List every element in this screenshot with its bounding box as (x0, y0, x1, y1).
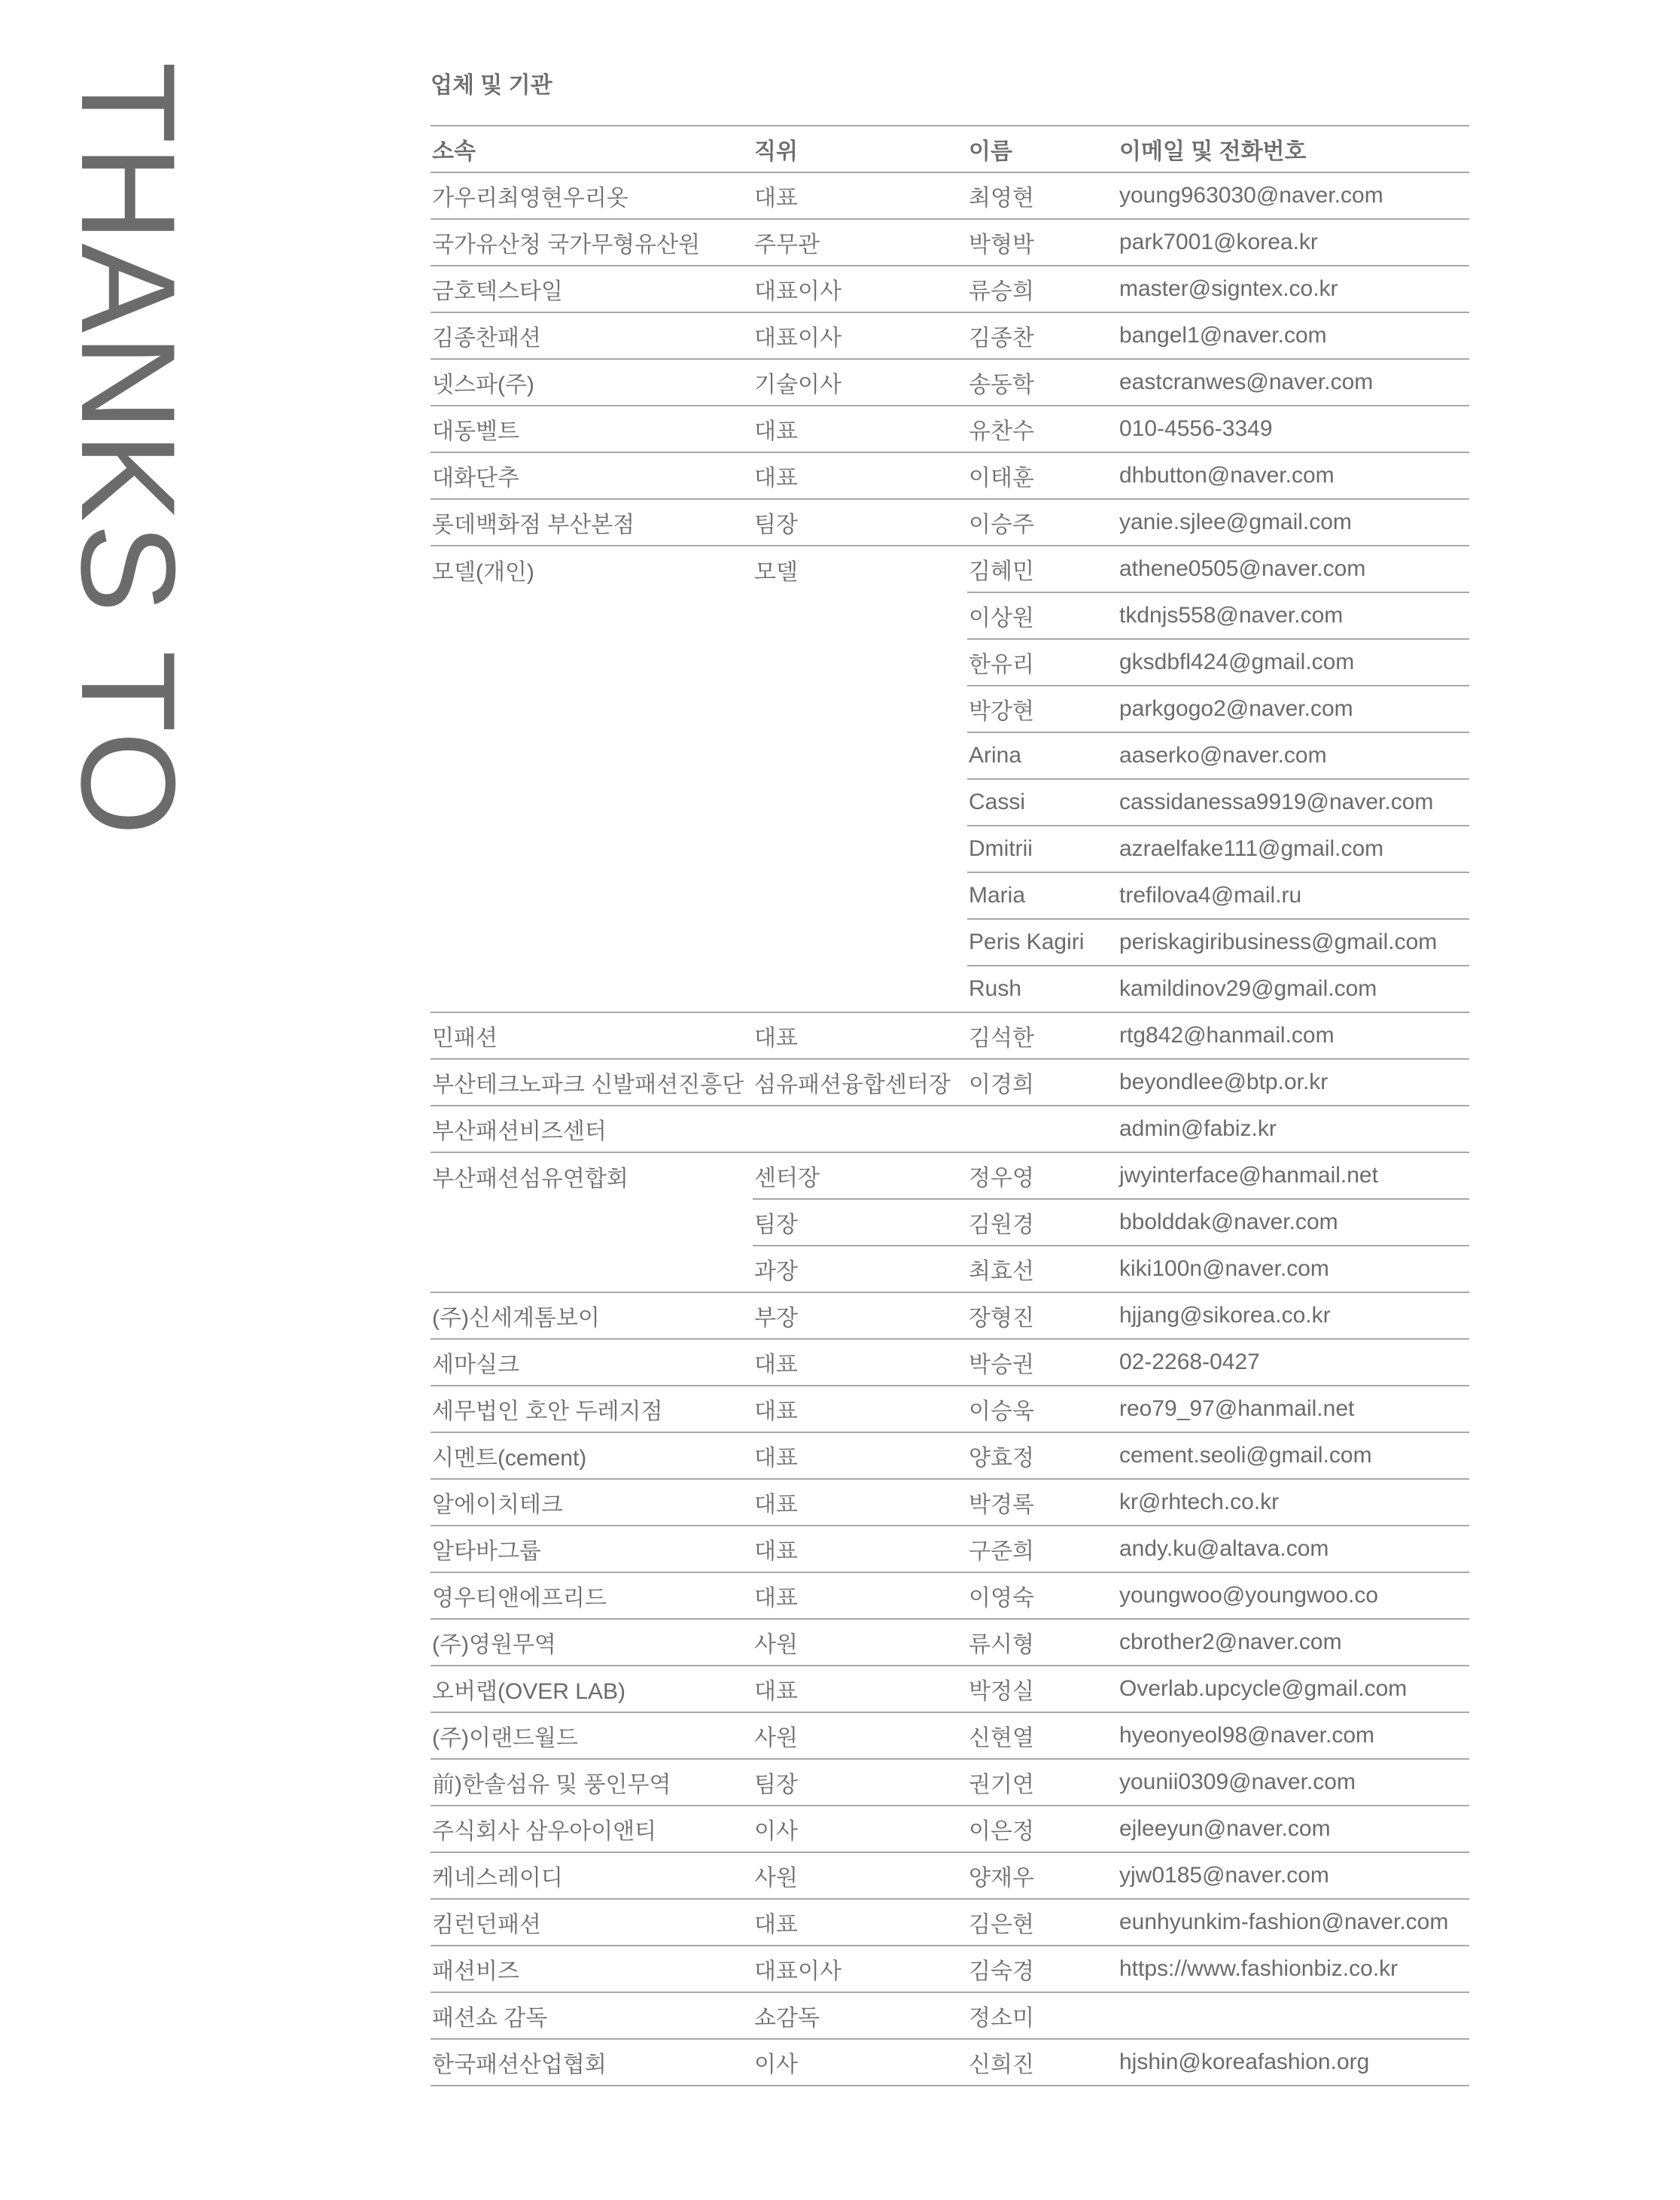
table-header-row (431, 126, 1469, 172)
cell-affiliation: 넷스파(주) (431, 359, 753, 406)
cell-name: Dmitrii (967, 826, 1118, 872)
cell-contact: dhbutton@naver.com (1118, 452, 1469, 499)
table-row (431, 312, 1469, 359)
table-row (431, 1666, 1469, 1712)
cell-name: 양효정 (967, 1432, 1118, 1479)
cell-contact: reo79_97@hanmail.net (1118, 1386, 1469, 1432)
cell-name: Maria (967, 872, 1118, 919)
cell-contact: aaserko@naver.com (1118, 732, 1469, 779)
cell-name: 구준희 (967, 1526, 1118, 1572)
cell-name: 박정실 (967, 1666, 1118, 1712)
cell-affiliation (431, 872, 753, 919)
cell-affiliation (431, 919, 753, 966)
cell-position: 팀장 (753, 1759, 967, 1806)
cell-affiliation: 주식회사 삼우아이앤티 (431, 1806, 753, 1852)
cell-position (753, 966, 967, 1012)
table-row (431, 639, 1469, 686)
cell-position: 이사 (753, 2039, 967, 2086)
cell-position (753, 639, 967, 686)
cell-name: 정소미 (967, 1992, 1118, 2039)
cell-name: Rush (967, 966, 1118, 1012)
cell-position (753, 826, 967, 872)
cell-affiliation: 국가유산청 국가무형유산원 (431, 219, 753, 266)
cell-contact: young963030@naver.com (1118, 172, 1469, 219)
cell-position: 대표 (753, 1666, 967, 1712)
cell-contact: eunhyunkim-fashion@naver.com (1118, 1899, 1469, 1946)
cell-contact: master@signtex.co.kr (1118, 266, 1469, 312)
table-row (431, 266, 1469, 312)
cell-position: 쇼감독 (753, 1992, 967, 2039)
cell-contact: beyondlee@btp.or.kr (1118, 1059, 1469, 1106)
contact-table (431, 125, 1469, 2086)
table-row (431, 1572, 1469, 1619)
cell-affiliation: (주)영원무역 (431, 1619, 753, 1666)
cell-position: 이사 (753, 1806, 967, 1852)
table-row (431, 1759, 1469, 1806)
cell-position (753, 592, 967, 639)
table-row (431, 1012, 1469, 1059)
cell-name: 류승희 (967, 266, 1118, 312)
cell-affiliation: 모델(개인) (432, 559, 534, 585)
cell-name: 박형박 (967, 219, 1118, 266)
cell-contact: youngwoo@youngwoo.co (1118, 1572, 1469, 1619)
cell-position: 사원 (753, 1852, 967, 1899)
cell-affiliation: 알타바그룹 (431, 1526, 753, 1572)
cell-name (967, 1106, 1118, 1152)
table-row (431, 1152, 1469, 1199)
cell-contact: hjjang@sikorea.co.kr (1118, 1292, 1469, 1339)
cell-name: 권기연 (967, 1759, 1118, 1806)
cell-name: 양재우 (967, 1852, 1118, 1899)
cell-name: 이영숙 (967, 1572, 1118, 1619)
cell-name: 최효선 (967, 1246, 1118, 1292)
cell-affiliation: 한국패션산업협회 (431, 2039, 753, 2086)
table-row (431, 1852, 1469, 1899)
table-row (431, 1339, 1469, 1386)
table-row (431, 219, 1469, 266)
table-row (431, 1619, 1469, 1666)
table-row (431, 872, 1469, 919)
cell-position: 주무관 (753, 219, 967, 266)
cell-contact: younii0309@naver.com (1118, 1759, 1469, 1806)
table-row (431, 1899, 1469, 1946)
header-name: 이름 (969, 139, 1012, 164)
cell-name: 김은현 (967, 1899, 1118, 1946)
cell-affiliation: 패션쇼 감독 (431, 1992, 753, 2039)
cell-contact: yjw0185@naver.com (1118, 1852, 1469, 1899)
table-row (431, 359, 1469, 406)
cell-contact: tkdnjs558@naver.com (1118, 592, 1469, 639)
cell-affiliation: 알에이치테크 (431, 1479, 753, 1526)
cell-affiliation: 부산테크노파크 신발패션진흥단 (431, 1059, 753, 1106)
cell-position: 대표이사 (753, 312, 967, 359)
cell-position (753, 686, 967, 732)
cell-contact: cbrother2@naver.com (1118, 1619, 1469, 1666)
cell-position: 대표 (753, 1339, 967, 1386)
cell-name: 류시형 (967, 1619, 1118, 1666)
cell-name: Peris Kagiri (967, 919, 1118, 966)
cell-name: 이승욱 (967, 1386, 1118, 1432)
cell-affiliation (431, 732, 753, 779)
cell-position: 섬유패션융합센터장 (753, 1059, 967, 1106)
cell-name: 이은정 (967, 1806, 1118, 1852)
table-row (431, 2039, 1469, 2086)
table-row (431, 1106, 1469, 1152)
cell-affiliation: 김종찬패션 (431, 312, 753, 359)
cell-name: 한유리 (967, 639, 1118, 686)
cell-affiliation (431, 592, 753, 639)
cell-affiliation: 대화단추 (431, 452, 753, 499)
cell-name: 이경희 (967, 1059, 1118, 1106)
cell-name: 신희진 (967, 2039, 1118, 2086)
cell-affiliation (431, 686, 753, 732)
cell-contact: jwyinterface@hanmail.net (1118, 1152, 1469, 1199)
cell-position: 대표이사 (753, 266, 967, 312)
cell-contact: 02-2268-0427 (1118, 1339, 1469, 1386)
cell-affiliation: 케네스레이디 (431, 1852, 753, 1899)
cell-contact: rtg842@hanmail.com (1118, 1012, 1469, 1059)
cell-contact: 010-4556-3349 (1118, 406, 1469, 452)
cell-name: 김혜민 (967, 546, 1118, 592)
cell-contact: ejleeyun@naver.com (1118, 1806, 1469, 1852)
cell-affiliation (431, 779, 753, 826)
cell-affiliation: 오버랩(OVER LAB) (431, 1666, 753, 1712)
cell-affiliation: 시멘트(cement) (431, 1432, 753, 1479)
table-row (431, 1246, 1469, 1292)
cell-name: Arina (967, 732, 1118, 779)
table-row (431, 966, 1469, 1012)
cell-contact: admin@fabiz.kr (1118, 1106, 1469, 1152)
table-row (431, 1292, 1469, 1339)
table-row (431, 1526, 1469, 1572)
table-row (431, 1806, 1469, 1852)
cell-name: 정우영 (967, 1152, 1118, 1199)
cell-position: 대표 (753, 172, 967, 219)
cell-name: 김원경 (967, 1199, 1118, 1246)
cell-affiliation (431, 1199, 753, 1246)
table-row (431, 732, 1469, 779)
cell-name: 김종찬 (967, 312, 1118, 359)
cell-position: 대표 (753, 406, 967, 452)
cell-name: 이태훈 (967, 452, 1118, 499)
cell-position: 사원 (753, 1712, 967, 1759)
cell-contact: bbolddak@naver.com (1118, 1199, 1469, 1246)
cell-position: 팀장 (753, 1199, 967, 1246)
cell-name: 유찬수 (967, 406, 1118, 452)
cell-position: 대표 (753, 452, 967, 499)
cell-contact: azraelfake111@gmail.com (1118, 826, 1469, 872)
cell-affiliation: 부산패션비즈센터 (431, 1106, 753, 1152)
table-body (431, 172, 1469, 2086)
cell-position: 모델 (754, 559, 798, 585)
table-row (431, 919, 1469, 966)
table-row (431, 1432, 1469, 1479)
cell-position: 대표 (753, 1012, 967, 1059)
cell-contact: cement.seoli@gmail.com (1118, 1432, 1469, 1479)
cell-contact: andy.ku@altava.com (1118, 1526, 1469, 1572)
cell-contact: eastcranwes@naver.com (1118, 359, 1469, 406)
cell-position: 대표 (753, 1526, 967, 1572)
cell-position: 대표이사 (753, 1946, 967, 1992)
cell-contact: parkgogo2@naver.com (1118, 686, 1469, 732)
cell-affiliation: 前)한솔섬유 및 풍인무역 (431, 1759, 753, 1806)
cell-affiliation: 킴런던패션 (431, 1899, 753, 1946)
table-row (431, 826, 1469, 872)
table-row (431, 499, 1469, 546)
cell-name: 김숙경 (967, 1946, 1118, 1992)
cell-contact: kiki100n@naver.com (1118, 1246, 1469, 1292)
cell-position: 대표 (753, 1899, 967, 1946)
cell-affiliation (431, 826, 753, 872)
table-row (431, 779, 1469, 826)
cell-name: 장형진 (967, 1292, 1118, 1339)
cell-contact: kr@rhtech.co.kr (1118, 1479, 1469, 1526)
cell-name: 박강현 (967, 686, 1118, 732)
table-row (431, 1479, 1469, 1526)
cell-affiliation (431, 639, 753, 686)
cell-affiliation (431, 966, 753, 1012)
header-affiliation: 소속 (432, 139, 476, 164)
cell-contact: Overlab.upcycle@gmail.com (1118, 1666, 1469, 1712)
cell-contact (1118, 1992, 1469, 2039)
cell-affiliation: 세무법인 호안 두레지점 (431, 1386, 753, 1432)
cell-name: 신현열 (967, 1712, 1118, 1759)
table-row (431, 1059, 1469, 1106)
cell-position (753, 872, 967, 919)
section-title: 업체 및 기관 (431, 73, 552, 98)
table-row (431, 1199, 1469, 1246)
table-row (431, 406, 1469, 452)
cell-position: 대표 (753, 1386, 967, 1432)
table-row (431, 1946, 1469, 1992)
cell-contact: park7001@korea.kr (1118, 219, 1469, 266)
cell-affiliation: 민패션 (431, 1012, 753, 1059)
cell-name: 박경록 (967, 1479, 1118, 1526)
cell-affiliation: 패션비즈 (431, 1946, 753, 1992)
cell-name: 박승권 (967, 1339, 1118, 1386)
vertical-title: THANKS TO (53, 62, 203, 838)
cell-position: 과장 (753, 1246, 967, 1292)
cell-position (753, 732, 967, 779)
table-row (431, 546, 1469, 592)
cell-position: 대표 (753, 1432, 967, 1479)
cell-position: 기술이사 (753, 359, 967, 406)
cell-position: 사원 (753, 1619, 967, 1666)
cell-position: 대표 (753, 1479, 967, 1526)
table-row (431, 592, 1469, 639)
cell-position: 부장 (753, 1292, 967, 1339)
cell-position: 팀장 (753, 499, 967, 546)
cell-name: 송동학 (967, 359, 1118, 406)
cell-contact: kamildinov29@gmail.com (1118, 966, 1469, 1012)
cell-contact: hyeonyeol98@naver.com (1118, 1712, 1469, 1759)
cell-contact: athene0505@naver.com (1118, 546, 1469, 592)
cell-contact: yanie.sjlee@gmail.com (1118, 499, 1469, 546)
table-row (431, 1712, 1469, 1759)
cell-position (753, 919, 967, 966)
cell-affiliation: 금호텍스타일 (431, 266, 753, 312)
cell-contact: cassidanessa9919@naver.com (1118, 779, 1469, 826)
cell-name: 최영현 (967, 172, 1118, 219)
cell-position: 대표 (753, 1572, 967, 1619)
cell-affiliation: (주)신세계톰보이 (431, 1292, 753, 1339)
cell-name: 이상원 (967, 592, 1118, 639)
cell-affiliation: 롯데백화점 부산본점 (431, 499, 753, 546)
cell-contact: bangel1@naver.com (1118, 312, 1469, 359)
cell-contact: trefilova4@mail.ru (1118, 872, 1469, 919)
table-row (431, 452, 1469, 499)
cell-contact: periskagiribusiness@gmail.com (1118, 919, 1469, 966)
cell-affiliation (431, 1246, 753, 1292)
header-contact: 이메일 및 전화번호 (1119, 139, 1307, 164)
cell-affiliation: 영우티앤에프리드 (431, 1572, 753, 1619)
table-row (431, 1992, 1469, 2039)
cell-affiliation: (주)이랜드월드 (431, 1712, 753, 1759)
cell-position (753, 1106, 967, 1152)
cell-contact: hjshin@koreafashion.org (1118, 2039, 1469, 2086)
cell-contact: gksdbfl424@gmail.com (1118, 639, 1469, 686)
cell-affiliation: 부산패션섬유연합회 (432, 1166, 628, 1191)
table-row (431, 686, 1469, 732)
cell-position (753, 779, 967, 826)
cell-affiliation: 대동벨트 (431, 406, 753, 452)
header-position: 직위 (754, 139, 798, 164)
cell-name: 김석한 (967, 1012, 1118, 1059)
cell-name: Cassi (967, 779, 1118, 826)
table-row (431, 1386, 1469, 1432)
cell-position: 센터장 (753, 1152, 967, 1199)
table-row (431, 172, 1469, 219)
cell-affiliation: 세마실크 (431, 1339, 753, 1386)
cell-contact: https://www.fashionbiz.co.kr (1118, 1946, 1469, 1992)
cell-name: 이승주 (967, 499, 1118, 546)
cell-affiliation: 가우리최영현우리옷 (431, 172, 753, 219)
